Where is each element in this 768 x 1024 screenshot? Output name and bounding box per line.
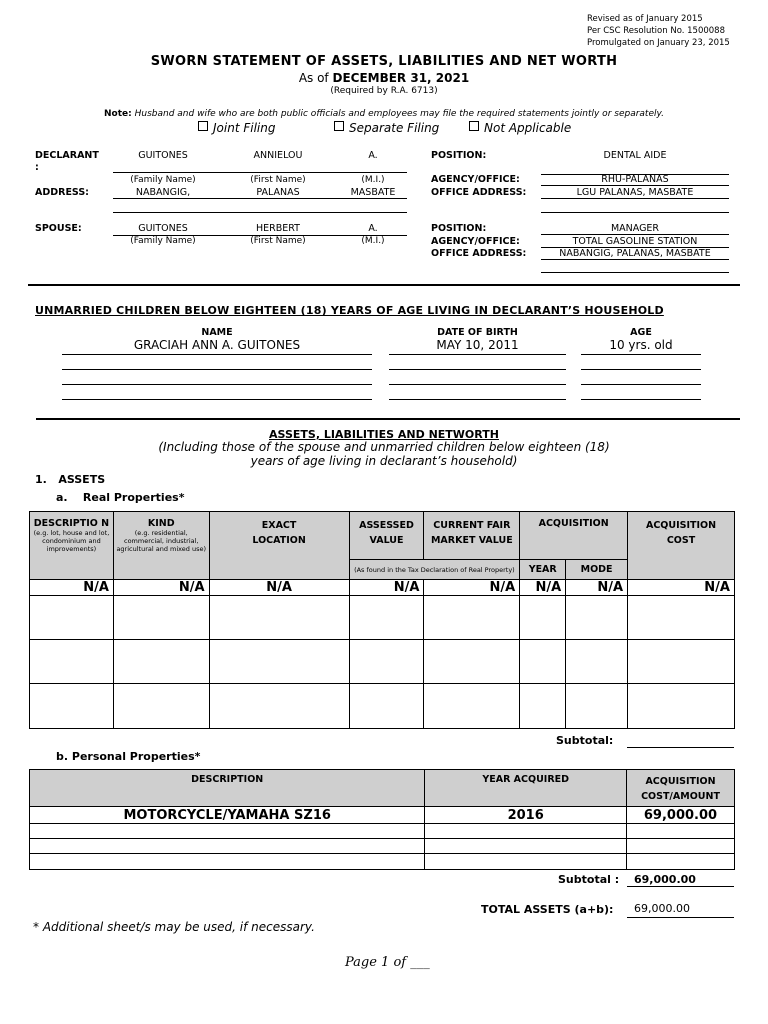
child-line <box>581 384 701 385</box>
office-address-line-2 <box>541 212 729 213</box>
not-applicable-label: Not Applicable <box>484 121 572 135</box>
child-line <box>62 399 372 400</box>
child-line <box>581 369 701 370</box>
child-line <box>389 369 566 370</box>
col-description-label: DESCRIPTIO N <box>33 518 110 529</box>
cell-fair-market: N/A <box>424 580 520 596</box>
spouse-first-name: HERBERT <box>256 223 300 234</box>
child-name: GRACIAH ANN A. GUITONES <box>133 338 301 352</box>
col-location-label: EXACT LOCATION <box>252 520 306 546</box>
assets-label: 1. ASSETS <box>35 473 106 486</box>
revision-line-1: Revised as of January 2015 <box>587 14 703 24</box>
agency-label: AGENCY/OFFICE: <box>431 174 520 185</box>
declarant-colon: : <box>35 162 39 173</box>
revision-line-2: Per CSC Resolution No. 1500088 <box>587 26 726 36</box>
children-heading: UNMARRIED CHILDREN BELOW EIGHTEEN (18) YEARS OF AGE LIVING IN DECLARANT’S HOUSEHOLD <box>35 304 664 317</box>
real-subtotal-label: Subtotal: <box>556 734 614 747</box>
assets-subheading-2: years of age living in declarant’s household) <box>250 454 518 468</box>
child-line <box>62 354 372 355</box>
note-label: Note: <box>104 109 132 119</box>
pp-cost: 69,000.00 <box>627 807 735 824</box>
real-subtotal-line <box>627 747 734 748</box>
cell-assessed: N/A <box>349 580 424 596</box>
col-fair-market-label: CURRENT FAIR MARKET VALUE <box>430 520 513 546</box>
section-divider-2 <box>36 418 740 420</box>
page-number: Page 1 of ___ <box>345 955 430 970</box>
col-description-note: (e.g. lot, house and lot, condominium and improvements) <box>33 529 110 553</box>
col-location <box>209 512 349 580</box>
table-row <box>30 596 735 640</box>
office-address-line <box>541 198 729 199</box>
spouse-position: MANAGER <box>610 223 660 234</box>
declarant-first-name: ANNIELOU <box>253 150 303 161</box>
col-acquisition-label: ACQUISITION <box>538 518 609 529</box>
child-line <box>62 369 372 370</box>
table-row <box>30 640 735 684</box>
total-assets-label: TOTAL ASSETS (a+b): <box>481 903 614 916</box>
real-properties-table <box>29 511 735 729</box>
tax-declaration-note-cell <box>349 560 520 580</box>
joint-filing-option[interactable] <box>198 121 275 135</box>
table-row <box>30 580 735 596</box>
child-line <box>389 354 566 355</box>
address-barangay: NABANGIG, <box>135 187 191 198</box>
col-pp-description <box>30 770 425 807</box>
tax-declaration-note: (As found in the Tax Declaration of Real Property) <box>354 565 515 574</box>
table-row <box>30 824 735 839</box>
additional-sheets-note: * Additional sheet/s may be used, if necessary. <box>33 920 315 934</box>
spouse-office-address-label: OFFICE ADDRESS: <box>431 248 527 259</box>
pp-description: MOTORCYCLE/YAMAHA SZ16 <box>30 807 425 824</box>
office-address-label: OFFICE ADDRESS: <box>431 187 527 198</box>
col-year-label: YEAR <box>528 564 557 575</box>
declarant-name-line <box>113 172 407 173</box>
total-assets-value: 69,000.00 <box>634 902 690 915</box>
section-divider-1 <box>28 284 740 286</box>
spouse-agency-label: AGENCY/OFFICE: <box>431 236 520 247</box>
spouse-label: SPOUSE: <box>35 223 82 234</box>
declarant-agency: RHU-PALANAS <box>601 174 669 185</box>
col-cost <box>628 512 735 580</box>
cell-cost: N/A <box>628 580 735 596</box>
child-line <box>581 354 701 355</box>
assets-subheading-1: (Including those of the spouse and unmarried children below eighteen (18) <box>158 440 610 454</box>
children-col-age: AGE <box>630 327 652 338</box>
declarant-first-caption: (First Name) <box>250 175 306 185</box>
col-kind-note: (e.g. residential, commercial, industrial, agricultural and mixed use) <box>116 529 207 553</box>
address-town: PALANAS <box>256 187 300 198</box>
col-mode <box>566 560 628 580</box>
col-kind-label: KIND <box>147 518 175 529</box>
spouse-agency: TOTAL GASOLINE STATION <box>572 236 698 247</box>
child-line <box>389 384 566 385</box>
col-assessed <box>349 512 424 560</box>
child-line <box>62 384 372 385</box>
agency-line <box>541 185 729 186</box>
spouse-mi-caption: (M.I.) <box>361 236 385 246</box>
table-row <box>30 854 735 870</box>
child-line <box>581 399 701 400</box>
as-of-date: DECEMBER 31, 2021 <box>332 71 470 85</box>
col-pp-cost-label: ACQUISITION COST/AMOUNT <box>641 776 720 802</box>
spouse-office-address-line-2 <box>541 272 729 273</box>
personal-properties-table <box>29 769 735 870</box>
cell-description: N/A <box>30 580 114 596</box>
separate-filing-option[interactable] <box>334 121 439 135</box>
page-title: SWORN STATEMENT OF ASSETS, LIABILITIES AND NET WORTH <box>150 54 618 69</box>
declarant-family-caption: (Family Name) <box>130 175 196 185</box>
position-label: POSITION: <box>431 150 487 161</box>
required-by: (Required by R.A. 6713) <box>330 86 438 96</box>
assets-heading: ASSETS, LIABILITIES AND NETWORTH <box>269 428 499 441</box>
col-assessed-label: ASSESSED VALUE <box>359 520 414 546</box>
personal-properties-label: b. Personal Properties* <box>56 750 201 763</box>
child-dob: MAY 10, 2011 <box>436 338 519 352</box>
joint-filing-label: Joint Filing <box>213 121 276 135</box>
as-of-line <box>0 71 768 85</box>
pp-year: 2016 <box>425 807 627 824</box>
col-cost-label: ACQUISITION COST <box>645 520 717 546</box>
children-col-dob: DATE OF BIRTH <box>437 327 518 338</box>
address-line-2 <box>113 212 407 213</box>
agency-top-line <box>541 174 729 175</box>
col-acquisition <box>520 512 628 560</box>
real-properties-label: a. Real Properties* <box>56 491 185 504</box>
cell-year: N/A <box>520 580 566 596</box>
total-assets-line <box>627 917 734 918</box>
address-line-1 <box>113 198 407 199</box>
revision-note <box>587 13 730 49</box>
col-kind <box>113 512 209 580</box>
declarant-family-name: GUITONES <box>138 150 188 161</box>
spouse-position-label: POSITION: <box>431 223 487 234</box>
table-row <box>30 839 735 854</box>
spouse-mi: A. <box>368 223 378 234</box>
table-row <box>30 684 735 729</box>
pp-subtotal-label: Subtotal : <box>558 873 620 886</box>
not-applicable-option[interactable] <box>469 121 571 135</box>
col-mode-label: MODE <box>580 564 613 575</box>
address-label: ADDRESS: <box>35 187 89 198</box>
filing-note <box>0 109 768 119</box>
declarant-position: DENTAL AIDE <box>603 150 667 161</box>
pp-subtotal-value: 69,000.00 <box>634 873 696 886</box>
note-text: Husband and wife who are both public officials and employees may file the required statements jointly or separately. <box>134 109 664 119</box>
revision-line-3: Promulgated on January 23, 2015 <box>587 38 730 48</box>
joint-filing-checkbox[interactable] <box>198 121 208 131</box>
not-applicable-checkbox[interactable] <box>469 121 479 131</box>
col-pp-year <box>425 770 627 807</box>
cell-location: N/A <box>209 580 349 596</box>
col-pp-cost <box>627 770 735 807</box>
col-pp-description-label: DESCRIPTION <box>191 774 264 785</box>
col-pp-year-label: YEAR ACQUIRED <box>482 774 570 785</box>
spouse-office-address: NABANGIG, PALANAS, MASBATE <box>559 248 711 259</box>
spouse-family-caption: (Family Name) <box>130 236 196 246</box>
spouse-office-address-line <box>541 259 729 260</box>
col-fair-market <box>424 512 520 560</box>
address-province: MASBATE <box>350 187 396 198</box>
separate-filing-label: Separate Filing <box>349 121 440 135</box>
separate-filing-checkbox[interactable] <box>334 121 344 131</box>
child-line <box>389 399 566 400</box>
table-row <box>30 807 735 824</box>
cell-mode: N/A <box>566 580 628 596</box>
pp-subtotal-line <box>627 886 734 887</box>
child-age: 10 yrs. old <box>609 338 673 352</box>
col-year <box>520 560 566 580</box>
declarant-mi-caption: (M.I.) <box>361 175 385 185</box>
cell-kind: N/A <box>113 580 209 596</box>
col-description <box>30 512 114 580</box>
spouse-family-name: GUITONES <box>138 223 188 234</box>
spouse-position-line <box>541 234 729 235</box>
declarant-label: DECLARANT <box>35 150 99 161</box>
as-of-prefix: As of <box>298 71 329 85</box>
declarant-office-address: LGU PALANAS, MASBATE <box>576 187 694 198</box>
children-col-name: NAME <box>201 327 233 338</box>
declarant-mi: A. <box>368 150 378 161</box>
spouse-first-caption: (First Name) <box>250 236 306 246</box>
